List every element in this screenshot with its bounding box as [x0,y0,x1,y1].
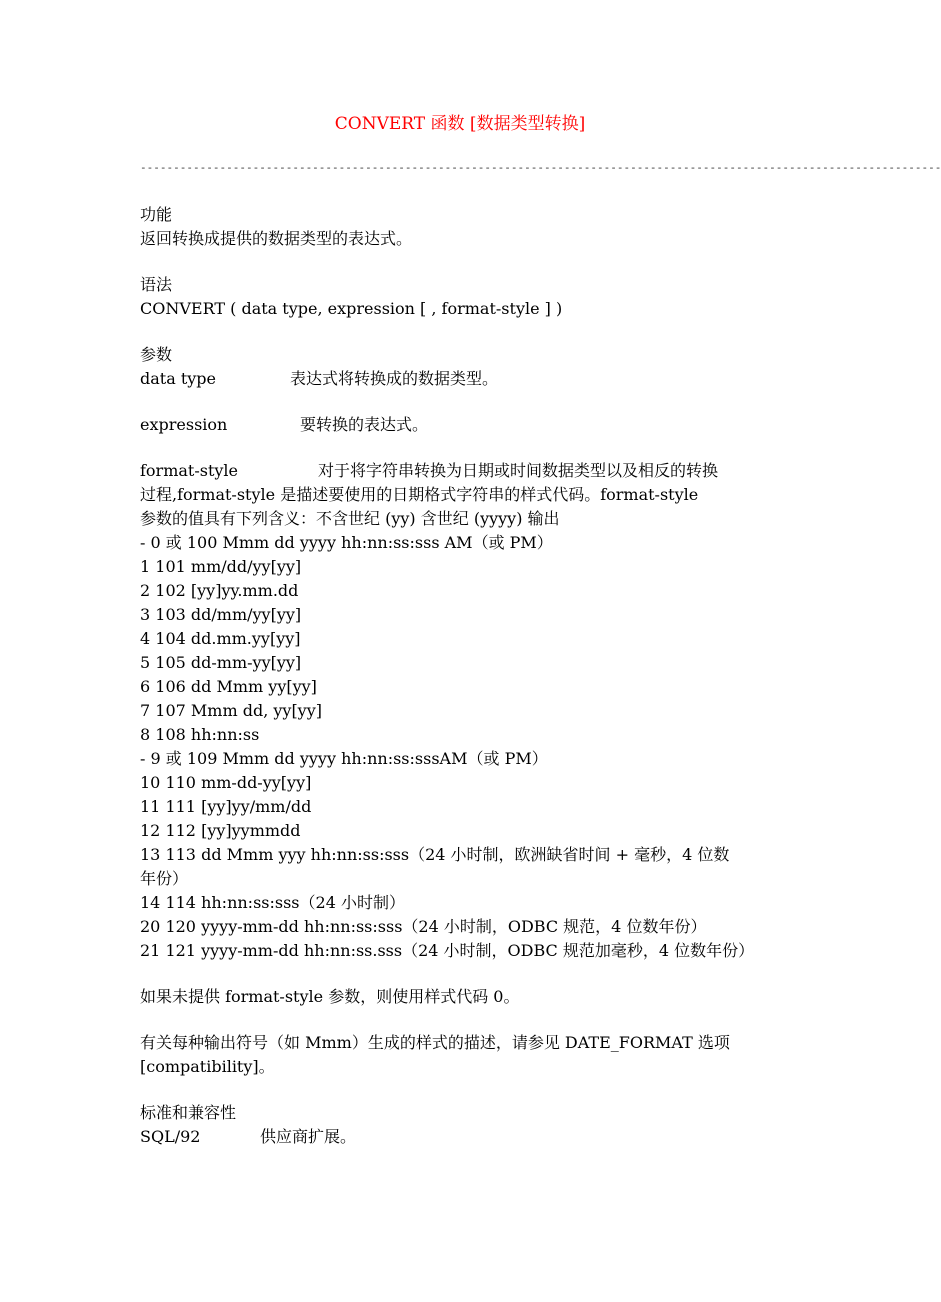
style-code-row: 3 103 dd/mm/yy[yy] [140,605,302,624]
style-code-row: - 9 或 109 Mmm dd yyyy hh:nn:ss:sssAM（或 PM） [140,749,548,768]
standards-row [140,1125,800,1149]
param-name: format-style [140,461,239,480]
param-row [140,413,800,437]
params-heading: 参数 [140,345,173,364]
function-heading: 功能 [140,205,173,224]
symbols-note: 有关每种输出符号（如 Mmm）生成的样式的描述，请参见 DATE_FORMAT 选项 [140,1033,730,1052]
style-code-row: 4 104 dd.mm.yy[yy] [140,629,301,648]
param-desc: 对于将字符串转换为日期或时间数据类型以及相反的转换 [318,461,719,480]
standards-heading: 标准和兼容性 [140,1103,237,1122]
standard-desc: 供应商扩展。 [260,1127,357,1146]
style-code-row: 20 120 yyyy-mm-dd hh:nn:ss:sss（24 小时制，ODBC 规范，4 位数年份） [140,917,707,936]
style-code-table [140,531,800,963]
style-code-row: 13 113 dd Mmm yyy hh:nn:ss:sss（24 小时制，欧洲缺省时间 + 毫秒，4 位数 [140,845,730,864]
style-code-row: 10 110 mm-dd-yy[yy] [140,773,312,792]
syntax-text: CONVERT ( data type, expression [ , format-style ] ) [140,299,563,318]
style-code-row: 12 112 [yy]yymmdd [140,821,301,840]
document-body [140,203,800,1149]
style-code-row: 7 107 Mmm dd, yy[yy] [140,701,322,720]
style-code-row: 5 105 dd-mm-yy[yy] [140,653,302,672]
param-name: data type [140,369,217,388]
style-code-row: - 0 或 100 Mmm dd yyyy hh:nn:ss:sss AM（或 PM） [140,533,553,552]
style-code-row: 14 114 hh:nn:ss:sss（24 小时制） [140,893,405,912]
param-desc: 要转换的表达式。 [300,415,429,434]
style-code-row: 21 121 yyyy-mm-dd hh:nn:ss.sss（24 小时制，ODBC 规范加毫秒，4 位数年份） [140,941,755,960]
page-title: CONVERT 函数 [数据类型转换] [334,114,586,134]
style-code-row: 11 111 [yy]yy/mm/dd [140,797,312,816]
format-style-continuation: 参数的值具有下列含义：不含世纪 (yy) 含世纪 (yyyy) 输出 [140,509,560,528]
function-text: 返回转换成提供的数据类型的表达式。 [140,229,413,248]
syntax-heading: 语法 [140,275,173,294]
param-row [140,459,800,483]
style-code-row: 6 106 dd Mmm yy[yy] [140,677,317,696]
default-style-note: 如果未提供 format-style 参数，则使用样式代码 0。 [140,987,520,1006]
style-code-row: 8 108 hh:nn:ss [140,725,260,744]
style-code-row: 年份） [140,869,189,888]
symbols-note-continuation: [compatibility]。 [140,1057,275,1076]
style-code-row: 1 101 mm/dd/yy[yy] [140,557,302,576]
style-code-row: 2 102 [yy]yy.mm.dd [140,581,299,600]
standard-name: SQL/92 [140,1127,201,1146]
param-desc: 表达式将转换成的数据类型。 [290,369,499,388]
separator-rule: ------------------------------------------------------------------------------------------------------------------------- [140,161,941,174]
param-name: expression [140,415,228,434]
format-style-continuation: 过程,format-style 是描述要使用的日期格式字符串的样式代码。format-style [140,485,699,504]
param-row [140,367,800,391]
